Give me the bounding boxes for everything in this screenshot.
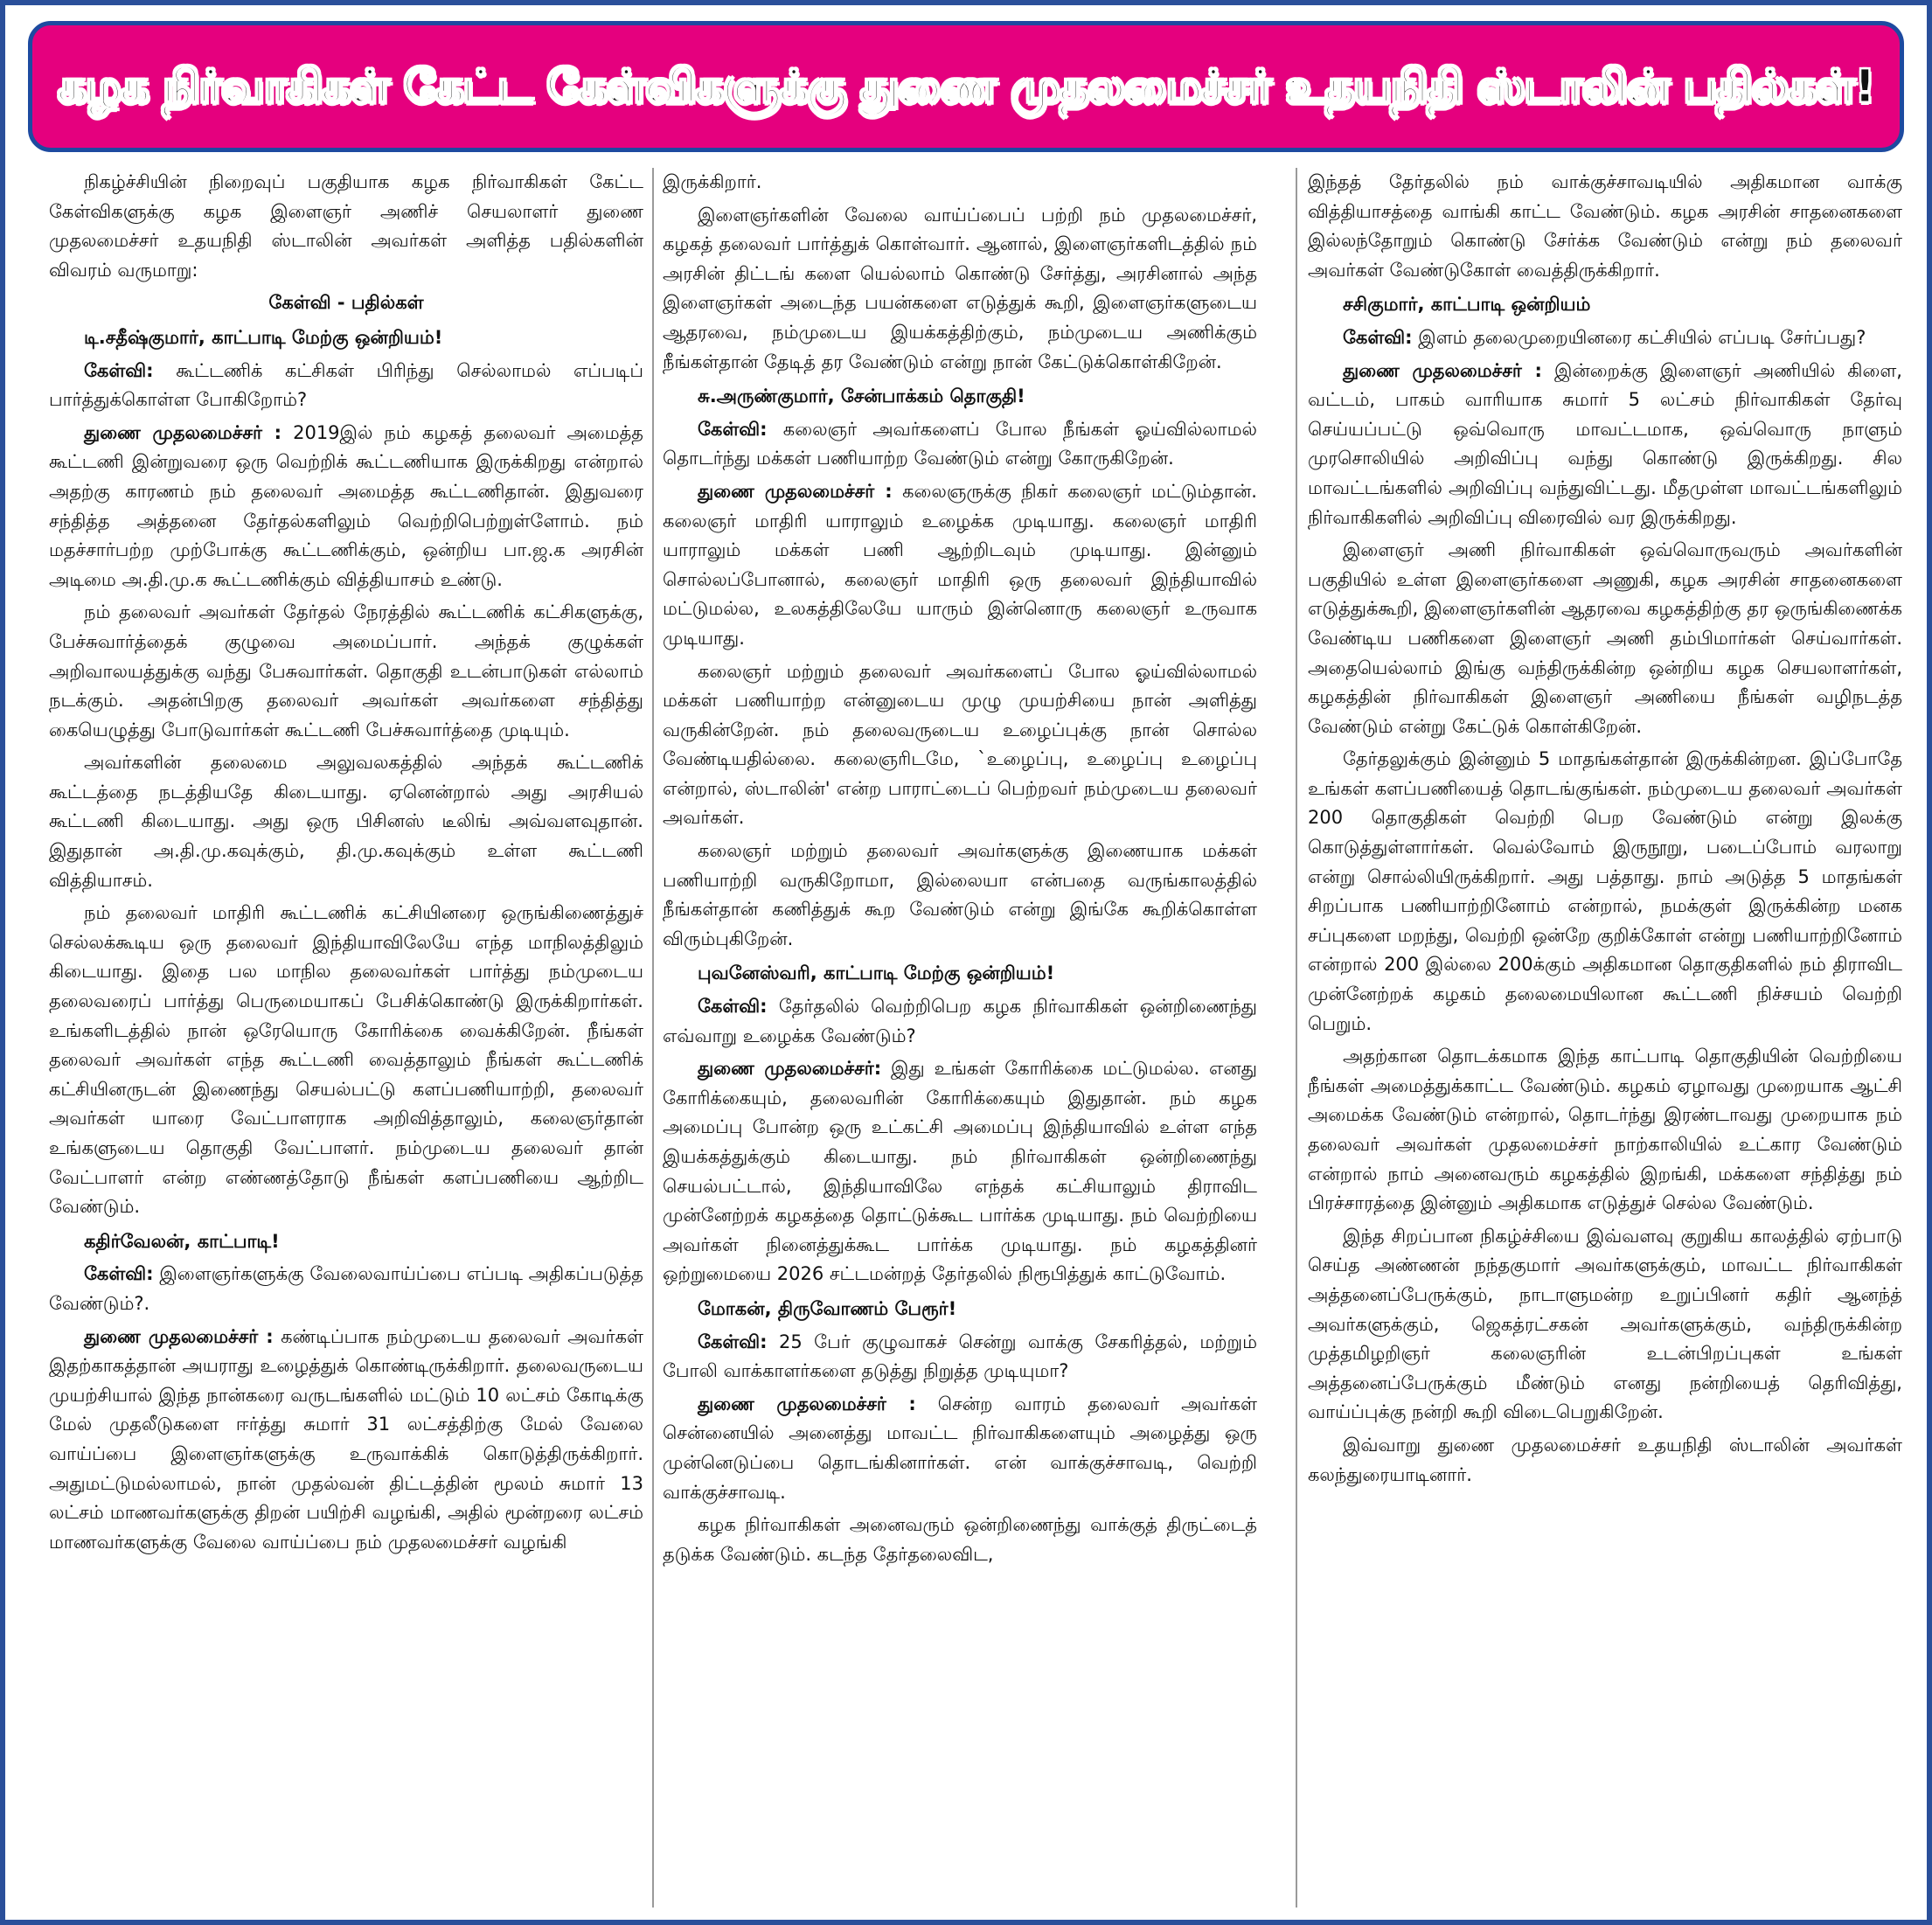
question-label: கேள்வி: xyxy=(698,1331,768,1352)
answer-paragraph: தேர்தலுக்கும் இன்னும் 5 மாதங்கள்தான் இருக்கின்றன. இப்போதே உங்கள் களப்பணியைத் தொடங்குங்கள். நம்முடைய தலைவர் அவர்கள் 200 தொகுதிகள் வெற்றி பெற வேண்டும் என்று இலக்கு கொடுத்துள்ளார்கள். வெல்வோம் இருநூறு, படைப்போம் வரலாறு என்று சொல்லியிருக்கிறார். அது பத்தாது. நாம் அடுத்த 5 மாதங்கள் சிறப்பாக பணியாற்றினோம் என்றால், நமக்குள் இருக்கின்ற மனக சப்புகளை மறந்து, வெற்றி ஒன்றே குறிக்கோள் என்று பணியாற்றினோம் என்றால் 200 இல்லை 200க்கும் அதிகமான தொகுதிகளில் நம் திராவிட முன்னேற்றக் கழகம் தலைமையிலான கூட்டணி நிச்சயம் வெற்றி பெறும். xyxy=(1308,748,1902,1034)
questioner-name: சு.அருண்குமார், சேன்பாக்கம் தொகுதி! xyxy=(698,386,1025,407)
answer-label: துணை முதலமைச்சர் : xyxy=(698,1393,916,1414)
question-paragraph xyxy=(49,1260,643,1318)
answer-label: துணை முதலமைச்சர்: xyxy=(698,1058,882,1080)
questioner-name: மோகன், திருவோணம் பேரூர்! xyxy=(698,1297,957,1319)
answer-paragraph: கலைஞர் மற்றும் தலைவர் அவர்களைப் போல ஓய்வில்லாமல் மக்கள் பணியாற்ற என்னுடைய முழு முயற்சியை நான் அளித்து வருகின்றேன். நம் தலைவருடைய உழைப்புக்கு நான் சொல்ல வேண்டியதில்லை. கலைஞரிடமே, `உழைப்பு, உழைப்பு உழைப்பு என்றால், ஸ்டாலின்' என்ற பாராட்டைப் பெற்றவர் நம்முடைய தலைவர் அவர்கள். xyxy=(663,660,1257,829)
answer-paragraph: இளைஞர்களின் வேலை வாய்ப்பைப் பற்றி நம் முதலமைச்சர், கழகத் தலைவர் பார்த்துக் கொள்வார். ஆனால், இளைஞர்களிடத்தில் நம் அரசின் திட்டங் களை யெல்லாம் கொண்டு சேர்த்து, அரசினால் அந்த இளைஞர்கள் அடைந்த பயன்களை எடுத்துக் கூறி, இளைஞர்களுடைய ஆதரவை, நம்முடைய இயக்கத்திற்கும், நம்முடைய அணிக்கும் நீங்கள்தான் தேடித் தர வேண்டும் என்று நான் கேட்டுக்கொள்கிறேன். xyxy=(663,204,1257,372)
question-paragraph xyxy=(663,415,1257,474)
article-column-1 xyxy=(49,168,643,1908)
intro-paragraph: நிகழ்ச்சியின் நிறைவுப் பகுதியாக கழக நிர்வாகிகள் கேட்ட கேள்விகளுக்கு கழக இளைஞர் அணிச் செயலாளர் துணை முதலமைச்சர் உதயநிதி ஸ்டாலின் அவர்கள் அளித்த பதில்களின் விவரம் வருமாறு: xyxy=(49,171,643,281)
question-paragraph xyxy=(49,357,643,415)
question-text: இளம் தலைமுறையினரை கட்சியில் எப்படி சேர்ப்பது? xyxy=(1418,326,1866,348)
answer-continuation: இருக்கிறார். xyxy=(663,171,762,192)
headline-title: கழக நிர்வாகிகள் கேட்ட கேள்விகளுக்கு துணை முதலமைச்சர் உதயநிதி ஸ்டாலின் பதில்கள்! xyxy=(58,60,1874,113)
answer-paragraph: அவர்களின் தலைமை அலுவலகத்தில் அந்தக் கூட்டணிக் கூட்டத்தை நடத்தியதே கிடையாது. ஏனென்றால் அது அரசியல் கூட்டணி கிடையாது. அது ஒரு பிசினஸ் டீலிங் அவ்வளவுதான். இதுதான் அ.தி.மு.கவுக்கும், தி.மு.கவுக்கும் உள்ள கூட்டணி வித்தியாசம். xyxy=(49,752,643,891)
answer-continuation: இந்தத் தேர்தலில் நம் வாக்குச்சாவடியில் அதிகமான வாக்கு வித்தியாசத்தை வாங்கி காட்ட வேண்டும். கழக அரசின் சாதனைகளை இல்லந்தோறும் கொண்டு சேர்க்க வேண்டும் என்று நம் தலைவர் அவர்கள் வேண்டுகோள் வைத்திருக்கிறார். xyxy=(1308,171,1902,281)
answer-paragraph: கலைஞர் மற்றும் தலைவர் அவர்களுக்கு இணையாக மக்கள் பணியாற்றி வருகிறோமா, இல்லையா என்பதை வருங்காலத்தில் நீங்கள்தான் கணித்துக் கூற வேண்டும் என்று இங்கே கூறிக்கொள்ள விரும்புகிறேன். xyxy=(663,840,1257,949)
answer-paragraph xyxy=(49,419,643,595)
article-column-2 xyxy=(663,168,1257,1908)
question-text: 25 பேர் குழுவாகச் சென்று வாக்கு சேகரித்தல், மற்றும் போலி வாக்காளர்களை தடுத்து நிறுத்த முடியுமா? xyxy=(663,1331,1257,1382)
answer-text: இது உங்கள் கோரிக்கை மட்டுமல்ல. எனது கோரிக்கையும், தலைவரின் கோரிக்கையும் இதுதான். நம் கழக அமைப்பு போன்ற ஒரு உட்கட்சி அமைப்பு இந்தியாவில் உள்ள எந்த இயக்கத்துக்கும் கிடையாது. நம் நிர்வாகிகள் ஒன்றிணைந்து செயல்பட்டால், இந்தியாவிலே எந்தக் கட்சியாலும் திராவிட முன்னேற்றக் கழகத்தை தொட்டுக்கூட பார்க்க முடியாது. நம் வெற்றியை அவர்கள் நினைத்துக்கூட பார்க்க முடியாது. நம் கழகத்தினர் ஒற்றுமையை 2026 சட்டமன்றத் தேர்தலில் நிரூபித்துக் காட்டுவோம். xyxy=(663,1058,1257,1285)
answer-paragraph: அதற்கான தொடக்கமாக இந்த காட்பாடி தொகுதியின் வெற்றியை நீங்கள் அமைத்துக்காட்ட வேண்டும். கழகம் ஏழாவது முறையாக ஆட்சி அமைக்க வேண்டும் என்றால், தொடர்ந்து இரண்டாவது முறையாக நம் தலைவர் அவர்கள் முதலமைச்சர் நாற்காலியில் உட்கார வேண்டும் என்றால் நாம் அனைவரும் கழகத்தில் இறங்கி, மக்களை சந்தித்து நம் பிரச்சாரத்தை இன்னும் அதிகமாக எடுத்துச் செல்ல வேண்டும். xyxy=(1308,1046,1902,1214)
question-paragraph xyxy=(663,992,1257,1051)
answer-paragraph xyxy=(49,1323,643,1558)
questioner-name: சசிகுமார், காட்பாடி ஒன்றியம் xyxy=(1343,294,1591,316)
question-label: கேள்வி: xyxy=(698,418,768,440)
question-paragraph xyxy=(1308,323,1902,353)
answer-label: துணை முதலமைச்சர் : xyxy=(1343,359,1542,381)
section-heading: கேள்வி - பதில்கள் xyxy=(268,292,424,314)
question-text: இளைஞர்களுக்கு வேலைவாய்ப்பை எப்படி அதிகப்படுத்த வேண்டும்?. xyxy=(49,1263,643,1314)
questioner-name: கதிர்வேலன், காட்பாடி! xyxy=(84,1230,280,1252)
question-label: கேள்வி: xyxy=(84,359,154,381)
question-paragraph xyxy=(663,1328,1257,1386)
answer-text: இன்றைக்கு இளைஞர் அணியில் கிளை, வட்டம், பாகம் வாரியாக சுமார் 5 லட்சம் நிர்வாகிகள் தேர்வு செய்யப்பட்டு ஒவ்வொரு மாவட்டமாக, ஒவ்வொரு நாளும் முரசொலியில் அறிவிப்பு வந்து கொண்டு இருக்கிறது. சில மாவட்டங்களில் அறிவிப்பு வந்துவிட்டது. மீதமுள்ள மாவட்டங்களிலும் நிர்வாகிகளில் அறிவிப்பு விரைவில் வர இருக்கிறது. xyxy=(1308,359,1902,528)
question-label: கேள்வி: xyxy=(84,1263,154,1285)
column-divider xyxy=(1296,168,1297,1908)
answer-paragraph xyxy=(663,477,1257,654)
questioner-name: புவனேஸ்வரி, காட்பாடி மேற்கு ஒன்றியம்! xyxy=(698,962,1055,984)
questioner-name: டி.சதீஷ்குமார், காட்பாடி மேற்கு ஒன்றியம்! xyxy=(84,326,443,348)
answer-paragraph: கழக நிர்வாகிகள் அனைவரும் ஒன்றிணைந்து வாக்குத் திருட்டைத் தடுக்க வேண்டும். கடந்த தேர்தலைவிட, xyxy=(663,1514,1257,1565)
closing-paragraph: இவ்வாறு துணை முதலமைச்சர் உதயநிதி ஸ்டாலின் அவர்கள் கலந்துரையாடினார். xyxy=(1308,1434,1902,1485)
question-label: கேள்வி: xyxy=(1343,326,1413,348)
answer-paragraph: நம் தலைவர் அவர்கள் தேர்தல் நேரத்தில் கூட்டணிக் கட்சிகளுக்கு, பேச்சுவார்த்தைக் குழுவை அமைப்பார். அந்தக் குழுக்கள் அறிவாலயத்துக்கு வந்து பேசுவார்கள். தொகுதி உடன்பாடுகள் எல்லாம் நடக்கும். அதன்பிறகு தலைவர் அவர்கள் அவர்களை சந்தித்து கையெழுத்து போடுவார்கள் கூட்டணி பேச்சுவார்த்தை முடியும். xyxy=(49,601,643,740)
answer-label: துணை முதலமைச்சர் : xyxy=(698,480,893,502)
article-column-3 xyxy=(1308,168,1902,1908)
question-label: கேள்வி: xyxy=(698,996,768,1018)
answer-paragraph xyxy=(663,1054,1257,1289)
column-divider xyxy=(652,168,654,1908)
answer-paragraph xyxy=(1308,357,1902,533)
answer-paragraph xyxy=(663,1390,1257,1507)
question-text: கூட்டணிக் கட்சிகள் பிரிந்து செல்லாமல் எப்படிப் பார்த்துக்கொள்ள போகிறோம்? xyxy=(49,359,643,411)
answer-paragraph: இந்த சிறப்பான நிகழ்ச்சியை இவ்வளவு குறுகிய காலத்தில் ஏற்பாடு செய்த அண்ணன் நந்தகுமார் அவர்களுக்கும், மாவட்ட நிர்வாகிகள் அத்தனைப்பேருக்கும், நாடாளுமன்ற உறுப்பினர் கதிர் ஆனந்த் அவர்களுக்கும், ஜெகத்ரட்சகன் அவர்களுக்கும், வந்திருக்கின்ற முத்தமிழறிஞர் கலைஞரின் உடன்பிறப்புகள் உங்கள் அத்தனைப்பேருக்கும் மீண்டும் எனது நன்றியைத் தெரிவித்து, வாய்ப்புக்கு நன்றி கூறி விடைபெறுகிறேன். xyxy=(1308,1225,1902,1423)
question-text: தேர்தலில் வெற்றிபெற கழக நிர்வாகிகள் ஒன்றிணைந்து எவ்வாறு உழைக்க வேண்டும்? xyxy=(663,996,1257,1046)
question-text: கலைஞர் அவர்களைப் போல நீங்கள் ஓய்வில்லாமல் தொடர்ந்து மக்கள் பணியாற்ற வேண்டும் என்று கோருகிறேன். xyxy=(663,418,1257,469)
answer-label: துணை முதலமைச்சர் : xyxy=(84,421,282,443)
answer-text: 2019இல் நம் கழகத் தலைவர் அமைத்த கூட்டணி இன்றுவரை ஒரு வெற்றிக் கூட்டணியாக இருக்கிறது என்றால் அதற்கு காரணம் நம் தலைவர் அமைத்த கூட்டணிதான். இதுவரை சந்தித்த அத்தனை தேர்தல்களிலும் வெற்றிபெற்றுள்ளோம். நம் மதச்சார்பற்ற முற்போக்கு கூட்டணிக்கும், ஒன்றிய பா.ஜ.க அரசின் அடிமை அ.தி.மு.க கூட்டணிக்கும் வித்தியாசம் உண்டு. xyxy=(49,421,643,590)
answer-text: சென்ற வாரம் தலைவர் அவர்கள் சென்னையில் அனைத்து மாவட்ட நிர்வாகிகளையும் அழைத்து ஒரு முன்னெடுப்பை தொடங்கினார்கள். என் வாக்குச்சாவடி, வெற்றி வாக்குச்சாவடி. xyxy=(663,1393,1257,1503)
answer-text: கண்டிப்பாக நம்முடைய தலைவர் அவர்கள் இதற்காகத்தான் அயராது உழைத்துக் கொண்டிருக்கிறார். தலைவருடைய முயற்சியால் இந்த நான்கரை வருடங்களில் மட்டும் 10 லட்சம் கோடிக்கு மேல் முதலீடுகளை ஈர்த்து சுமார் 31 லட்சத்திற்கு மேல் வேலை வாய்ப்பை இளைஞர்களுக்கு உருவாக்கிக் கொடுத்திருக்கிறார். அதுமட்டுமல்லாமல், நான் முதல்வன் திட்டத்தின் மூலம் சுமார் 13 லட்சம் மாணவர்களுக்கு திறன் பயிற்சி வழங்கி, அதில் மூன்றரை லட்சம் மாணவர்களுக்கு வேலை வாய்ப்பை நம் முதலமைச்சர் வழங்கி xyxy=(49,1325,643,1553)
answer-text: கலைஞருக்கு நிகர் கலைஞர் மட்டும்தான். கலைஞர் மாதிரி யாராலும் உழைக்க முடியாது. கலைஞர் மாதிரி யாராலும் மக்கள் பணி ஆற்றிடவும் முடியாது. இன்னும் சொல்லப்போனால், கலைஞர் மாதிரி ஒரு தலைவர் இந்தியாவில் மட்டுமல்ல, உலகத்திலேயே யாரும் இன்னொரு கலைஞர் உருவாக முடியாது. xyxy=(663,480,1257,649)
headline-banner xyxy=(28,21,1904,152)
answer-label: துணை முதலமைச்சர் : xyxy=(84,1325,274,1347)
answer-paragraph: நம் தலைவர் மாதிரி கூட்டணிக் கட்சியினரை ஒருங்கிணைத்துச் செல்லக்கூடிய ஒரு தலைவர் இந்தியாவிலேயே எந்த மாநிலத்திலும் கிடையாது. இதை பல மாநில தலைவர்கள் பார்த்து நம்முடைய தலைவரைப் பார்த்து பெருமையாகப் பேசிக்கொண்டு இருக்கிறார்கள். உங்களிடத்தில் நான் ஒரேயொரு கோரிக்கை வைக்கிறேன். நீங்கள் தலைவர் அவர்கள் எந்த கூட்டணி வைத்தாலும் நீங்கள் கூட்டணிக் கட்சியினருடன் இணைந்து செயல்பட்டு களப்பணியாற்றி, தலைவர் அவர்கள் யாரை வேட்பாளராக அறிவித்தாலும், கலைஞர்தான் உங்களுடைய தொகுதி வேட்பாளர். நம்முடைய தலைவர் தான் வேட்பாளர் என்ற எண்ணத்தோடு நீங்கள் களப்பணியை ஆற்றிட வேண்டும். xyxy=(49,902,643,1218)
answer-paragraph: இளைஞர் அணி நிர்வாகிகள் ஒவ்வொருவரும் அவர்களின் பகுதியில் உள்ள இளைஞர்களை அணுகி, கழக அரசின் சாதனைகளை எடுத்துக்கூறி, இளைஞர்களின் ஆதரவை கழகத்திற்கு தர ஒருங்கிணைக்க வேண்டிய பணிகளை இளைஞர் அணி தம்பிமார்கள் செய்வார்கள். அதையெல்லாம் இங்கு வந்திருக்கின்ற ஒன்றிய கழக செயலாளர்கள், கழகத்தின் நிர்வாகிகள் இளைஞர் அணியை நீங்கள் வழிநடத்த வேண்டும் என்று கேட்டுக் கொள்கிறேன். xyxy=(1308,539,1902,737)
